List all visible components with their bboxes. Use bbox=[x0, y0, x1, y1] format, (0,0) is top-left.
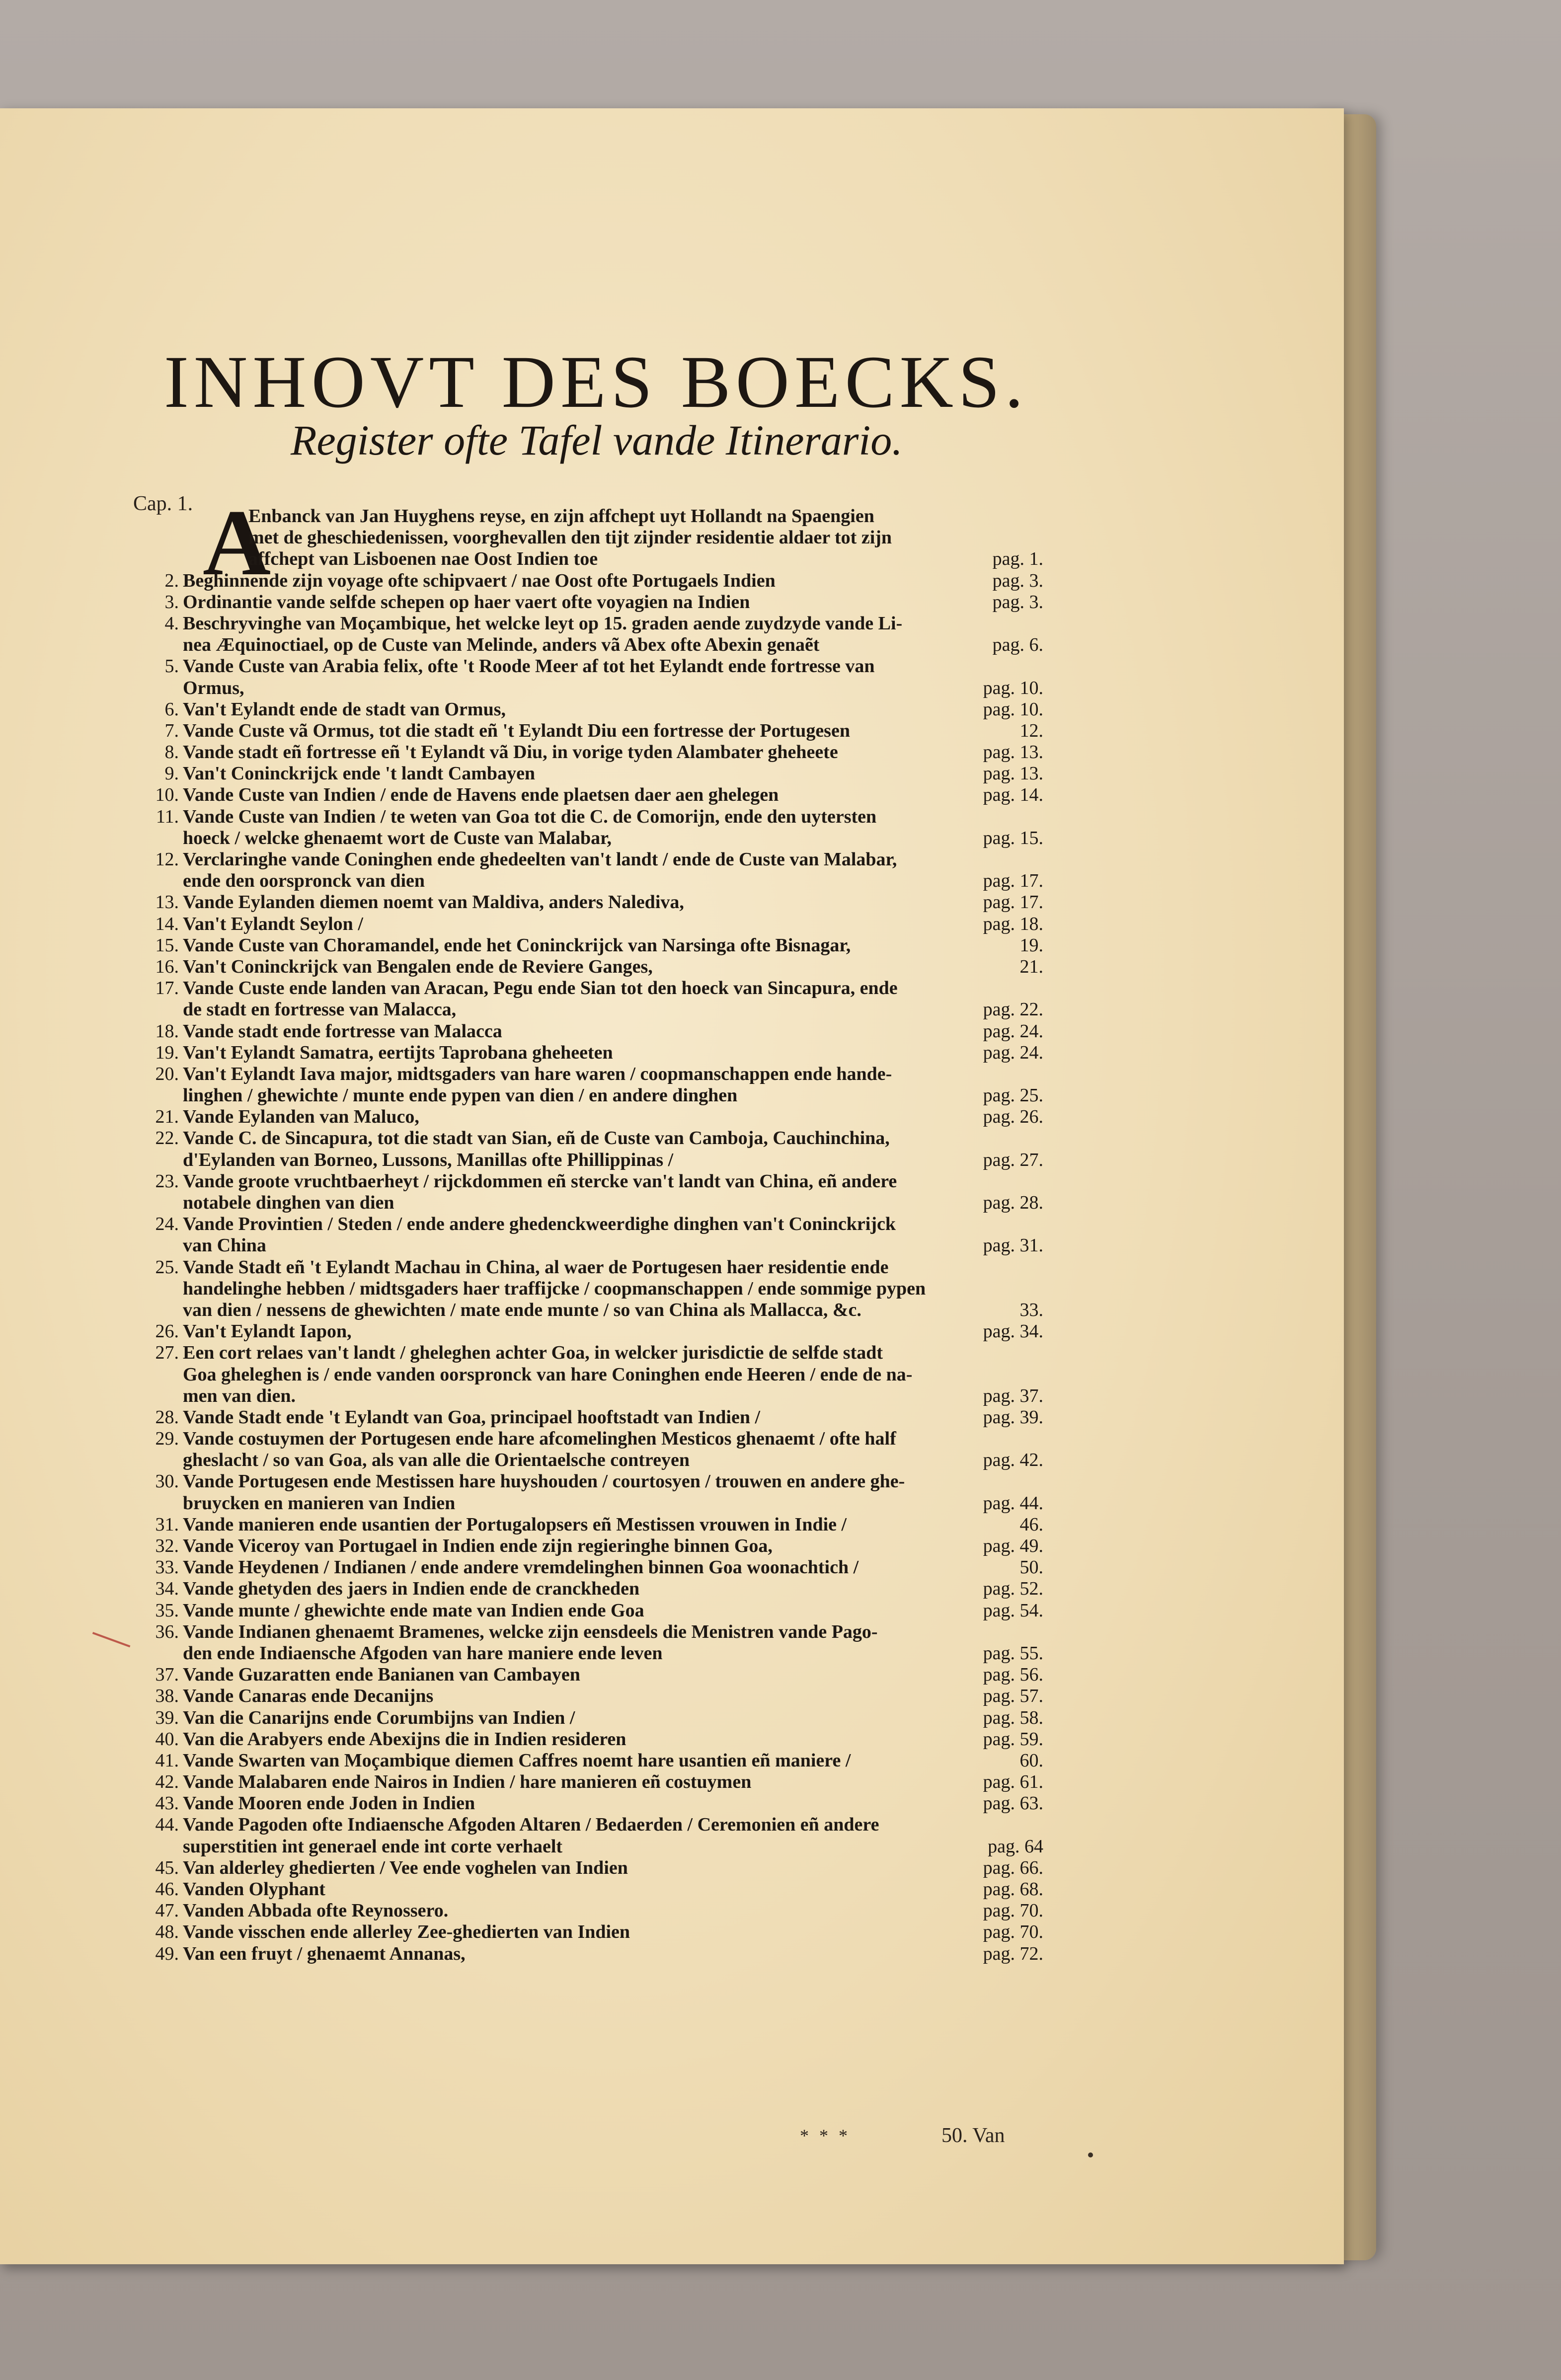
toc-entry bbox=[124, 656, 1043, 677]
toc-chapter-number: 2. bbox=[164, 570, 179, 591]
toc-page-reference: pag. 42. bbox=[983, 1450, 1043, 1471]
toc-chapter-number: 12. bbox=[155, 849, 179, 870]
toc-entry-text: Vande Custe van Choramandel, ende het Coninckrijck van Narsinga ofte Bisnagar, bbox=[183, 934, 851, 956]
toc-entry-text: gheslacht / so van Goa, als van alle die Orientaelsche contreyen bbox=[183, 1450, 690, 1471]
toc-chapter-number: 26. bbox=[155, 1321, 179, 1342]
toc-entry-text: d'Eylanden van Borneo, Lussons, Manillas ofte Phillippinas / bbox=[183, 1149, 674, 1170]
toc-page-reference: pag. 55. bbox=[983, 1642, 1043, 1664]
toc-entry bbox=[124, 1707, 1043, 1729]
toc-entry-text: Vande Malabaren ende Nairos in Indien / hare manieren eñ costuymen bbox=[183, 1771, 752, 1793]
toc-entry-text: nea Æquinoctiael, op de Custe van Melinde, anders vã Abex ofte Abexin genaẽt bbox=[183, 634, 820, 656]
toc-entry bbox=[124, 1578, 1043, 1600]
toc-entry-text: Vanden Abbada ofte Reynossero. bbox=[183, 1900, 449, 1921]
toc-page-reference: pag. 22. bbox=[983, 999, 1043, 1020]
toc-entry-text: Vande Swarten van Moçambique diemen Caffres noemt hare usantien eñ maniere / bbox=[183, 1750, 851, 1771]
toc-page-reference: 50. bbox=[1019, 1557, 1043, 1578]
toc-chapter-number: 13. bbox=[155, 892, 179, 913]
toc-entry bbox=[124, 699, 1043, 720]
toc-chapter-number: 22. bbox=[155, 1128, 179, 1149]
toc-entry bbox=[124, 548, 1043, 570]
toc-chapter-number: 41. bbox=[155, 1750, 179, 1771]
toc-entry bbox=[124, 720, 1043, 742]
toc-chapter-number: 15. bbox=[155, 934, 179, 956]
toc-page-reference: pag. 14. bbox=[983, 784, 1043, 806]
toc-entry-text: Vande Custe vã Ormus, tot die stadt eñ 't Eylandt Diu een fortresse der Portugesen bbox=[183, 720, 850, 741]
toc-entry bbox=[124, 1771, 1043, 1793]
toc-page-reference: pag. 56. bbox=[983, 1664, 1043, 1686]
toc-entry-text: Van't Eylandt Seylon / bbox=[183, 913, 363, 934]
toc-entry-text: hoeck / welcke ghenaemt wort de Custe van Malabar, bbox=[183, 827, 612, 848]
toc-page-reference: pag. 17. bbox=[983, 870, 1043, 892]
toc-page-reference: pag. 68. bbox=[983, 1879, 1043, 1900]
book-page bbox=[0, 108, 1344, 2264]
toc-entry bbox=[124, 1300, 1043, 1321]
toc-entry bbox=[124, 1664, 1043, 1686]
toc-entry-text: ende den oorspronck van dien bbox=[183, 870, 425, 892]
toc-page-reference: pag. 10. bbox=[983, 677, 1043, 698]
toc-entry bbox=[124, 1450, 1043, 1471]
toc-entry bbox=[124, 678, 1043, 699]
toc-page-reference: pag. 3. bbox=[992, 591, 1043, 613]
toc-entry bbox=[124, 956, 1043, 978]
toc-chapter-number: 16. bbox=[155, 956, 179, 977]
toc-entry bbox=[124, 1535, 1043, 1557]
toc-page-reference: 60. bbox=[1019, 1750, 1043, 1771]
toc-entry bbox=[124, 1064, 1043, 1085]
toc-page-reference: pag. 61. bbox=[983, 1771, 1043, 1793]
toc-chapter-number: 45. bbox=[155, 1857, 179, 1878]
toc-entry bbox=[124, 828, 1043, 849]
toc-entry-text: Een cort relaes van't landt / gheleghen achter Goa, in welcker jurisdictie de selfde stadt bbox=[183, 1342, 883, 1364]
toc-chapter-number: 44. bbox=[155, 1814, 179, 1836]
toc-entry bbox=[124, 592, 1043, 613]
toc-page-reference: pag. 66. bbox=[983, 1857, 1043, 1878]
toc-entry bbox=[124, 1921, 1043, 1943]
toc-page-reference: pag. 72. bbox=[983, 1943, 1043, 1964]
toc-page-reference: pag. 44. bbox=[983, 1492, 1043, 1514]
toc-entry bbox=[124, 1385, 1043, 1407]
toc-entry-text: Beghinnende zijn voyage ofte schipvaert / nae Oost ofte Portugaels Indien bbox=[183, 570, 776, 591]
toc-entry-text: Vande Eylanden van Maluco, bbox=[183, 1106, 419, 1128]
toc-entry bbox=[124, 1814, 1043, 1836]
toc-entry bbox=[124, 1150, 1043, 1171]
toc-entry bbox=[124, 1943, 1043, 1965]
toc-entry-text: Verclaringhe vande Coninghen ende ghedeelten van't landt / ende de Custe van Malabar, bbox=[183, 849, 897, 870]
toc-page-reference: pag. 27. bbox=[983, 1149, 1043, 1170]
toc-chapter-number: 8. bbox=[164, 742, 179, 763]
toc-chapter-number: 10. bbox=[155, 784, 179, 806]
toc-entry bbox=[124, 892, 1043, 913]
toc-entry-text: Vande groote vruchtbaerheyt / rijckdommen eñ stercke van't landt van China, eñ andere bbox=[183, 1170, 897, 1192]
toc-entry bbox=[124, 806, 1043, 828]
toc-entry-text: notabele dinghen van dien bbox=[183, 1192, 394, 1213]
toc-entry-text: Vande Custe ende landen van Aracan, Pegu ende Sian tot den hoeck van Sincapura, ende bbox=[183, 978, 898, 999]
toc-page-reference: pag. 18. bbox=[983, 913, 1043, 934]
toc-entry bbox=[124, 1085, 1043, 1106]
toc-entry bbox=[124, 1257, 1043, 1278]
toc-entry-text: Vande Custe van Arabia felix, ofte 't Roode Meer af tot het Eylandt ende fortresse van bbox=[183, 656, 875, 677]
chapter-label: Cap. 1. bbox=[133, 492, 193, 515]
toc-entry bbox=[124, 1621, 1043, 1643]
toc-entry bbox=[124, 1171, 1043, 1192]
toc-chapter-number: 17. bbox=[155, 978, 179, 999]
toc-entry bbox=[124, 870, 1043, 892]
toc-entry-text: linghen / ghewichte / munte ende pypen van dien / en andere dinghen bbox=[183, 1085, 738, 1106]
toc-page-reference: pag. 28. bbox=[983, 1192, 1043, 1213]
toc-entry-text: Vande Eylanden diemen noemt van Maldiva, anders Nalediva, bbox=[183, 892, 684, 913]
toc-chapter-number: 23. bbox=[155, 1170, 179, 1192]
toc-page-reference: 19. bbox=[1019, 934, 1043, 956]
toc-entry-text: Vande Stadt eñ 't Eylandt Machau in China, al waer de Portugesen haer residentie ende bbox=[183, 1256, 889, 1278]
toc-entry bbox=[124, 1235, 1043, 1256]
toc-entry bbox=[124, 1342, 1043, 1364]
toc-page-reference: pag. 70. bbox=[983, 1900, 1043, 1921]
toc-page-reference: 46. bbox=[1019, 1514, 1043, 1535]
toc-chapter-number: 24. bbox=[155, 1214, 179, 1235]
toc-entry bbox=[124, 634, 1043, 656]
toc-entry-text: Vande Pagoden ofte Indiaensche Afgoden Altaren / Bedaerden / Ceremonien eñ andere bbox=[183, 1814, 879, 1836]
toc-entry bbox=[124, 613, 1043, 634]
signature-mark: * * * bbox=[800, 2126, 851, 2146]
toc-entry-text: Vande Custe van Indien / te weten van Goa tot die C. de Comorijn, ende den uytersten bbox=[183, 806, 877, 827]
toc-page-reference: pag. 59. bbox=[983, 1728, 1043, 1750]
toc-page-reference: pag. 24. bbox=[983, 1042, 1043, 1063]
toc-page-reference: pag. 57. bbox=[983, 1686, 1043, 1707]
toc-entry bbox=[124, 527, 1043, 548]
page-subtitle: Register ofte Tafel vande Itinerario. bbox=[291, 416, 903, 464]
toc-entry bbox=[124, 1407, 1043, 1428]
toc-page-reference: 12. bbox=[1019, 720, 1043, 741]
toc-entry-text: Vande munte / ghewichte ende mate van Indien ende Goa bbox=[183, 1600, 644, 1621]
toc-chapter-number: 34. bbox=[155, 1578, 179, 1600]
toc-chapter-number: 38. bbox=[155, 1686, 179, 1707]
toc-chapter-number: 33. bbox=[155, 1557, 179, 1578]
toc-entry-text: affchept van Lisboenen nae Oost Indien toe bbox=[248, 548, 598, 570]
toc-entry bbox=[124, 1278, 1043, 1300]
paper-speck bbox=[1088, 2152, 1093, 2157]
toc-page-reference: pag. 39. bbox=[983, 1406, 1043, 1428]
toc-page-reference: pag. 26. bbox=[983, 1106, 1043, 1128]
toc-page-reference: pag. 17. bbox=[983, 892, 1043, 913]
toc-chapter-number: 37. bbox=[155, 1664, 179, 1686]
toc-entry-text: Van't Eylandt ende de stadt van Ormus, bbox=[183, 698, 506, 720]
toc-page-reference: pag. 52. bbox=[983, 1578, 1043, 1600]
toc-entry-text: Vande costuymen der Portugesen ende hare afcomelinghen Mesticos ghenaemt / ofte half bbox=[183, 1428, 896, 1450]
toc-entry bbox=[124, 1557, 1043, 1578]
toc-chapter-number: 32. bbox=[155, 1535, 179, 1556]
toc-entry bbox=[124, 1514, 1043, 1535]
toc-entry-text: Ormus, bbox=[183, 677, 244, 698]
toc-chapter-number: 29. bbox=[155, 1428, 179, 1450]
toc-page-reference: pag. 54. bbox=[983, 1600, 1043, 1621]
toc-entry-text: den ende Indiaensche Afgoden van hare maniere ende leven bbox=[183, 1642, 663, 1664]
toc-entry-text: Vande Stadt ende 't Eylandt van Goa, principael hooftstadt van Indien / bbox=[183, 1406, 761, 1428]
toc-entry-text: Vande ghetyden des jaers in Indien ende de cranckheden bbox=[183, 1578, 640, 1600]
toc-chapter-number: 42. bbox=[155, 1771, 179, 1793]
toc-entry bbox=[124, 1128, 1043, 1149]
toc-entry-text: superstitien int generael ende int corte verhaelt bbox=[183, 1836, 563, 1857]
toc-entry-text: Vande Canaras ende Decanijns bbox=[183, 1686, 434, 1707]
toc-chapter-number: 43. bbox=[155, 1793, 179, 1814]
toc-entry-text: Vande Portugesen ende Mestissen hare huyshouden / courtosyen / trouwen en andere ghe- bbox=[183, 1471, 905, 1492]
toc-entry bbox=[124, 1879, 1043, 1900]
toc-entry bbox=[124, 1493, 1043, 1514]
toc-entry-text: Van't Coninckrijck ende 't landt Cambayen bbox=[183, 763, 536, 784]
toc-entry bbox=[124, 1364, 1043, 1385]
toc-page-reference: pag. 63. bbox=[983, 1793, 1043, 1814]
toc-entry bbox=[124, 763, 1043, 784]
toc-chapter-number: 18. bbox=[155, 1020, 179, 1042]
toc-chapter-number: 35. bbox=[155, 1600, 179, 1621]
toc-page-reference: pag. 13. bbox=[983, 763, 1043, 784]
toc-chapter-number: 19. bbox=[155, 1042, 179, 1063]
toc-entry-text: Van alderley ghedierten / Vee ende voghelen van Indien bbox=[183, 1857, 628, 1878]
toc-entry bbox=[124, 742, 1043, 763]
toc-entry-text: Vande Custe van Indien / ende de Havens ende plaetsen daer aen ghelegen bbox=[183, 784, 779, 806]
toc-chapter-number: 48. bbox=[155, 1921, 179, 1943]
toc-entry-text: Vande Viceroy van Portugael in Indien ende zijn regieringhe binnen Goa, bbox=[183, 1535, 773, 1556]
toc-entry bbox=[124, 506, 1043, 527]
toc-page-reference: pag. 58. bbox=[983, 1707, 1043, 1728]
toc-page-reference: pag. 25. bbox=[983, 1085, 1043, 1106]
toc-chapter-number: 30. bbox=[155, 1471, 179, 1492]
page-title: INHOVT DES BOECKS. bbox=[164, 341, 1028, 423]
toc-entry bbox=[124, 1793, 1043, 1814]
toc-entry bbox=[124, 1471, 1043, 1492]
catchword: 50. Van bbox=[941, 2124, 1005, 2147]
toc-page-reference: 21. bbox=[1019, 956, 1043, 977]
toc-chapter-number: 49. bbox=[155, 1943, 179, 1964]
toc-entry-text: de stadt en fortresse van Malacca, bbox=[183, 999, 457, 1020]
toc-chapter-number: 14. bbox=[155, 913, 179, 934]
toc-entry-text: men van dien. bbox=[183, 1385, 296, 1406]
toc-entry-text: Ordinantie vande selfde schepen op haer vaert ofte voyagien na Indien bbox=[183, 591, 750, 613]
toc-entry-text: Vande Guzaratten ende Banianen van Cambayen bbox=[183, 1664, 580, 1686]
toc-entry bbox=[124, 1042, 1043, 1064]
decorated-initial: A bbox=[203, 491, 271, 595]
toc-page-reference: pag. 13. bbox=[983, 742, 1043, 763]
toc-entry bbox=[124, 914, 1043, 935]
toc-entry bbox=[124, 935, 1043, 956]
toc-entry-text: Van een fruyt / ghenaemt Annanas, bbox=[183, 1943, 466, 1964]
toc-chapter-number: 21. bbox=[155, 1106, 179, 1128]
toc-page-reference: pag. 6. bbox=[992, 634, 1043, 656]
toc-page-reference: 33. bbox=[1019, 1299, 1043, 1320]
toc-page-reference: pag. 15. bbox=[983, 827, 1043, 848]
toc-page-reference: pag. 24. bbox=[983, 1020, 1043, 1042]
toc-entry bbox=[124, 1321, 1043, 1342]
toc-entry-text: Vande Mooren ende Joden in Indien bbox=[183, 1793, 475, 1814]
toc-entry bbox=[124, 570, 1043, 592]
toc-chapter-number: 5. bbox=[164, 656, 179, 677]
table-of-contents bbox=[124, 506, 1043, 1965]
toc-page-reference: pag. 3. bbox=[992, 570, 1043, 591]
toc-entry-text: Vande Provintien / Steden / ende andere ghedenckweerdighe dinghen van't Coninckrijck bbox=[183, 1214, 896, 1235]
toc-entry bbox=[124, 1214, 1043, 1235]
toc-entry bbox=[124, 1750, 1043, 1771]
toc-entry-text: Vanden Olyphant bbox=[183, 1879, 325, 1900]
toc-entry bbox=[124, 784, 1043, 806]
toc-page-reference: pag. 37. bbox=[983, 1385, 1043, 1406]
toc-entry bbox=[124, 1192, 1043, 1214]
toc-page-reference: pag. 1. bbox=[992, 548, 1043, 570]
toc-entry-text: Van't Eylandt Samatra, eertijts Taprobana gheheeten bbox=[183, 1042, 613, 1063]
toc-chapter-number: 3. bbox=[164, 591, 179, 613]
toc-entry-text: van dien / nessens de ghewichten / mate ende munte / so van China als Mallacca, &c. bbox=[183, 1299, 861, 1320]
toc-entry bbox=[124, 1600, 1043, 1621]
toc-entry bbox=[124, 978, 1043, 999]
toc-entry-text: Vande stadt eñ fortresse eñ 't Eylandt vã Diu, in vorige tyden Alambater gheheete bbox=[183, 742, 838, 763]
toc-entry-text: Vande stadt ende fortresse van Malacca bbox=[183, 1020, 502, 1042]
toc-entry bbox=[124, 1686, 1043, 1707]
toc-entry bbox=[124, 1643, 1043, 1664]
toc-chapter-number: 39. bbox=[155, 1707, 179, 1728]
toc-chapter-number: 20. bbox=[155, 1063, 179, 1084]
toc-entry bbox=[124, 1900, 1043, 1921]
toc-entry-text: handelinghe hebben / midtsgaders haer traffijcke / coopmanschappen / ende sommige pypen bbox=[183, 1278, 926, 1299]
toc-entry bbox=[124, 849, 1043, 870]
toc-chapter-number: 11. bbox=[156, 806, 179, 827]
toc-entry bbox=[124, 1729, 1043, 1750]
toc-chapter-number: 31. bbox=[155, 1514, 179, 1535]
toc-chapter-number: 6. bbox=[164, 698, 179, 720]
toc-entry bbox=[124, 1836, 1043, 1857]
toc-page-reference: pag. 49. bbox=[983, 1535, 1043, 1556]
toc-entry-text: Vande Heydenen / Indianen / ende andere vremdelinghen binnen Goa woonachtich / bbox=[183, 1557, 859, 1578]
toc-entry-text: Van't Coninckrijck van Bengalen ende de Reviere Ganges, bbox=[183, 956, 653, 977]
toc-entry-text: Vande C. de Sincapura, tot die stadt van Sian, eñ de Custe van Camboja, Cauchinchina, bbox=[183, 1128, 890, 1149]
toc-chapter-number: 25. bbox=[155, 1256, 179, 1278]
toc-entry bbox=[124, 1106, 1043, 1128]
toc-entry-text: Goa gheleghen is / ende vanden oorspronck van hare Coninghen ende Heeren / ende de na- bbox=[183, 1364, 913, 1385]
toc-entry-text: Vande manieren ende usantien der Portugalopsers eñ Mestissen vrouwen in Indie / bbox=[183, 1514, 847, 1535]
toc-entry-text: met de gheschiedenissen, voorghevallen den tijt zijnder residentie aldaer tot zijn bbox=[248, 527, 892, 548]
toc-entry-text: bruycken en manieren van Indien bbox=[183, 1492, 456, 1514]
toc-entry bbox=[124, 1021, 1043, 1042]
toc-chapter-number: 4. bbox=[164, 613, 179, 634]
toc-page-reference: pag. 31. bbox=[983, 1235, 1043, 1256]
toc-page-reference: pag. 34. bbox=[983, 1321, 1043, 1342]
toc-entry-text: Vande Indianen ghenaemt Bramenes, welcke zijn eensdeels die Menistren vande Pago- bbox=[183, 1621, 878, 1642]
toc-entry-text: Van die Canarijns ende Corumbijns van Indien / bbox=[183, 1707, 575, 1728]
toc-chapter-number: 7. bbox=[164, 720, 179, 741]
toc-entry-text: Beschryvinghe van Moçambique, het welcke leyt op 15. graden aende zuydzyde vande Li- bbox=[183, 613, 903, 634]
toc-entry-text: Vande visschen ende allerley Zee-ghedierten van Indien bbox=[183, 1921, 630, 1943]
toc-entry bbox=[124, 999, 1043, 1020]
toc-entry-text: Van't Eylandt Iapon, bbox=[183, 1321, 352, 1342]
toc-page-reference: pag. 10. bbox=[983, 698, 1043, 720]
toc-chapter-number: 28. bbox=[155, 1406, 179, 1428]
toc-chapter-number: 36. bbox=[155, 1621, 179, 1642]
toc-page-reference: pag. 70. bbox=[983, 1921, 1043, 1943]
toc-entry bbox=[124, 1857, 1043, 1879]
toc-entry-text: Enbanck van Jan Huyghens reyse, en zijn affchept uyt Hollandt na Spaengien bbox=[248, 506, 874, 527]
toc-entry bbox=[124, 1428, 1043, 1450]
toc-entry-text: Van die Arabyers ende Abexijns die in Indien resideren bbox=[183, 1728, 626, 1750]
toc-entry-text: van China bbox=[183, 1235, 266, 1256]
toc-entry-text: Van't Eylandt Iava major, midtsgaders van hare waren / coopmanschappen ende hande- bbox=[183, 1063, 892, 1084]
toc-chapter-number: 47. bbox=[155, 1900, 179, 1921]
toc-chapter-number: 27. bbox=[155, 1342, 179, 1364]
toc-chapter-number: 40. bbox=[155, 1728, 179, 1750]
toc-page-reference: pag. 64 bbox=[988, 1836, 1043, 1857]
toc-chapter-number: 9. bbox=[164, 763, 179, 784]
toc-chapter-number: 46. bbox=[155, 1879, 179, 1900]
